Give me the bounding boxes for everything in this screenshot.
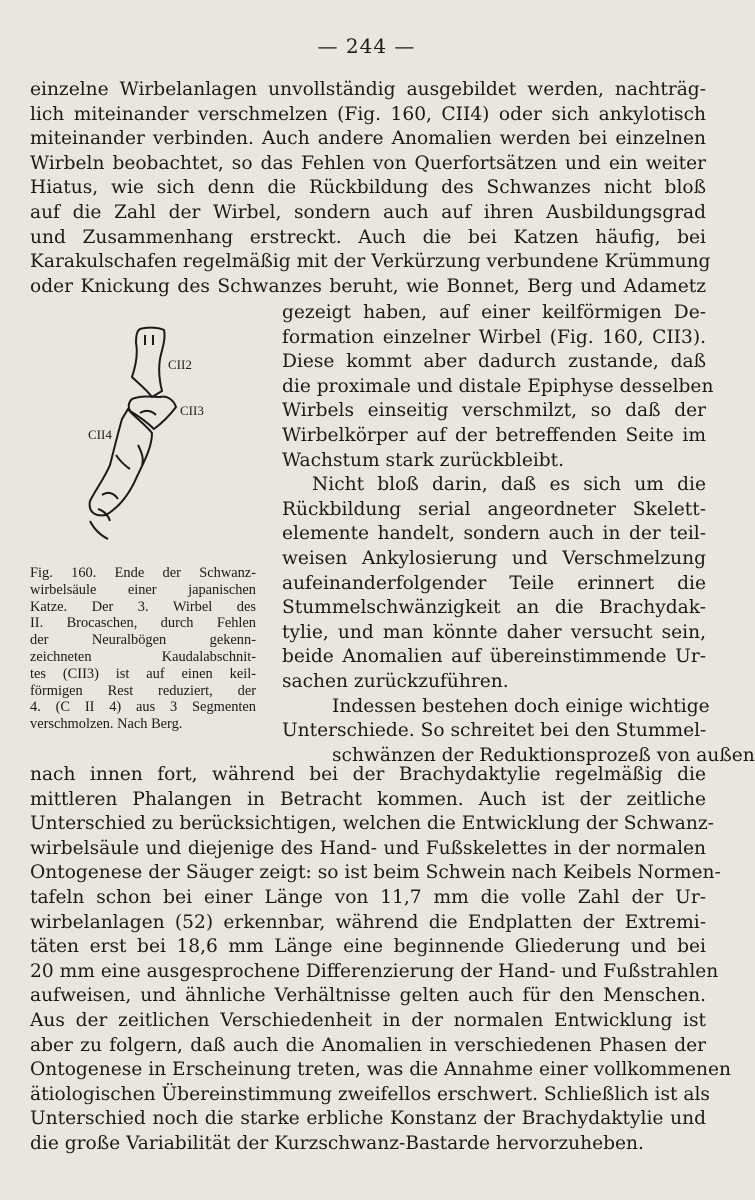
caption-line: tes (CII3) ist auf einen keil- xyxy=(30,665,256,682)
text-line: aber zu folgern, daß auch die Anomalien in verschiedenen Phasen der xyxy=(30,1034,706,1056)
text-line: formation einzelner Wirbel (Fig. 160, CII3). xyxy=(282,326,706,348)
text-line: aufweisen, und ähnliche Verhältnisse gelten auch für den Menschen. xyxy=(30,985,706,1007)
text-line: schwänzen der Reduktionsprozeß von außen xyxy=(332,744,755,766)
text-line: einzelne Wirbelanlagen unvollständig ausgebildet werden, nachträg- xyxy=(30,79,706,100)
caption-line: Fig. 160. Ende der Schwanz- xyxy=(30,565,256,581)
text-line: Diese kommt aber dadurch zustande, daß xyxy=(282,351,706,373)
text-line: Ontogenese in Erscheinung treten, was die Annahme einer vollkommenen xyxy=(30,1059,731,1081)
text-line: Rückbildung serial angeordneter Skelett- xyxy=(282,498,706,520)
text-line: 20 mm eine ausgesprochene Differenzierung der Hand- und Fußstrahlen xyxy=(30,960,719,982)
text-line: aufeinanderfolgender Teile erinnert die xyxy=(282,572,706,594)
text-line: Wirbelkörper auf der betreffenden Seite im xyxy=(282,424,706,446)
text-line: ätiologischen Übereinstimmung zweifellos erschwert. Schließlich ist als xyxy=(30,1083,710,1105)
text-line: nach innen fort, während bei der Brachydaktylie regelmäßig die xyxy=(30,764,706,785)
text-line: Aus der zeitlichen Verschiedenheit in der normalen Entwicklung ist xyxy=(30,1009,706,1031)
right-column-text xyxy=(282,301,755,768)
text-line: und Zusammenhang erstreckt. Auch die bei Katzen häufig, bei xyxy=(30,226,706,248)
text-line: Indessen bestehen doch einige wichtige xyxy=(332,695,710,717)
label-cii4: CII4 xyxy=(88,427,112,442)
text-line: tafeln schon bei einer Länge von 11,7 mm die volle Zahl der Ur- xyxy=(30,886,706,908)
caption-line: verschmolzen. Nach Berg. xyxy=(30,716,183,733)
caption-line: förmigen Rest reduziert, der xyxy=(30,682,256,699)
text-line: weisen Ankylosierung und Verschmelzung xyxy=(282,547,706,569)
caption-line: 4. (C II 4) aus 3 Segmenten xyxy=(30,699,256,716)
text-line: wirbelsäule und diejenige des Hand- und Fußskelettes in der normalen xyxy=(30,837,706,859)
text-line: Hiatus, wie sich denn die Rückbildung des Schwanzes nicht bloß xyxy=(30,177,706,199)
text-line: Unterschied noch die starke erbliche Konstanz der Brachydaktylie und xyxy=(30,1108,706,1130)
text-line: Nicht bloß darin, daß es sich um die xyxy=(312,474,706,496)
page-number: — 244 — xyxy=(317,34,416,58)
text-line: elemente handelt, sondern auch in der teil- xyxy=(282,523,706,545)
top-paragraph xyxy=(30,78,711,299)
text-line: miteinander verbinden. Auch andere Anomalien werden bei einzelnen xyxy=(30,128,706,150)
text-line: Stummelschwänzigkeit an die Brachydak- xyxy=(282,597,706,619)
caption-line: II. Brocaschen, durch Fehlen xyxy=(30,615,256,632)
figure-caption xyxy=(30,565,256,733)
text-line: die proximale und distale Epiphyse desselben xyxy=(282,375,714,397)
vertebra-figure xyxy=(80,325,230,545)
text-line: sachen zurückzuführen. xyxy=(282,670,509,692)
text-line: Karakulschafen regelmäßig mit der Verkürzung verbundene Krümmung xyxy=(30,251,711,273)
text-line: Unterschiede. So schreitet bei den Stummel- xyxy=(282,720,707,742)
text-line: die große Variabilität der Kurzschwanz-Bastarde hervorzuheben. xyxy=(30,1132,644,1154)
text-line: Wachstum stark zurückbleibt. xyxy=(282,449,565,471)
text-line: tylie, und man könnte daher versucht sein, xyxy=(282,621,706,643)
text-line: Wirbels einseitig verschmilzt, so daß der xyxy=(282,400,706,422)
label-cii3: CII3 xyxy=(180,403,204,418)
text-line: beide Anomalien auf übereinstimmende Ur- xyxy=(282,646,706,668)
caption-line: zeichneten Kaudalabschnit- xyxy=(30,648,256,665)
text-line: Unterschied zu berücksichtigen, welchen die Entwicklung der Schwanz- xyxy=(30,813,714,835)
text-line: oder Knickung des Schwanzes beruht, wie Bonnet, Berg und Adametz xyxy=(30,275,706,297)
caption-line: Katze. Der 3. Wirbel des xyxy=(30,598,256,615)
text-line: täten erst bei 18,6 mm Länge eine beginnende Gliederung und bei xyxy=(30,936,706,958)
text-line: gezeigt haben, auf einer keilförmigen De- xyxy=(282,302,706,323)
caption-line: der Neuralbögen gekenn- xyxy=(30,632,256,649)
text-line: Ontogenese der Säuger zeigt: so ist beim Schwein nach Keibels Normen- xyxy=(30,862,721,884)
text-line: mittleren Phalangen in Betracht kommen. Auch ist der zeitliche xyxy=(30,788,706,810)
label-cii2: CII2 xyxy=(168,357,192,372)
text-line: auf die Zahl der Wirbel, sondern auch auf ihren Ausbildungsgrad xyxy=(30,201,706,223)
text-line: Wirbeln beobachtet, so das Fehlen von Querfortsätzen und ein weiter xyxy=(30,152,706,174)
vertebra-drawing xyxy=(80,325,230,545)
text-line: wirbelanlagen (52) erkennbar, während die Endplatten der Extremi- xyxy=(30,911,706,933)
text-line: lich miteinander verschmelzen (Fig. 160, CII4) oder sich ankylotisch xyxy=(30,103,706,125)
bottom-paragraph xyxy=(30,763,731,1157)
caption-line: wirbelsäule einer japanischen xyxy=(30,581,256,598)
